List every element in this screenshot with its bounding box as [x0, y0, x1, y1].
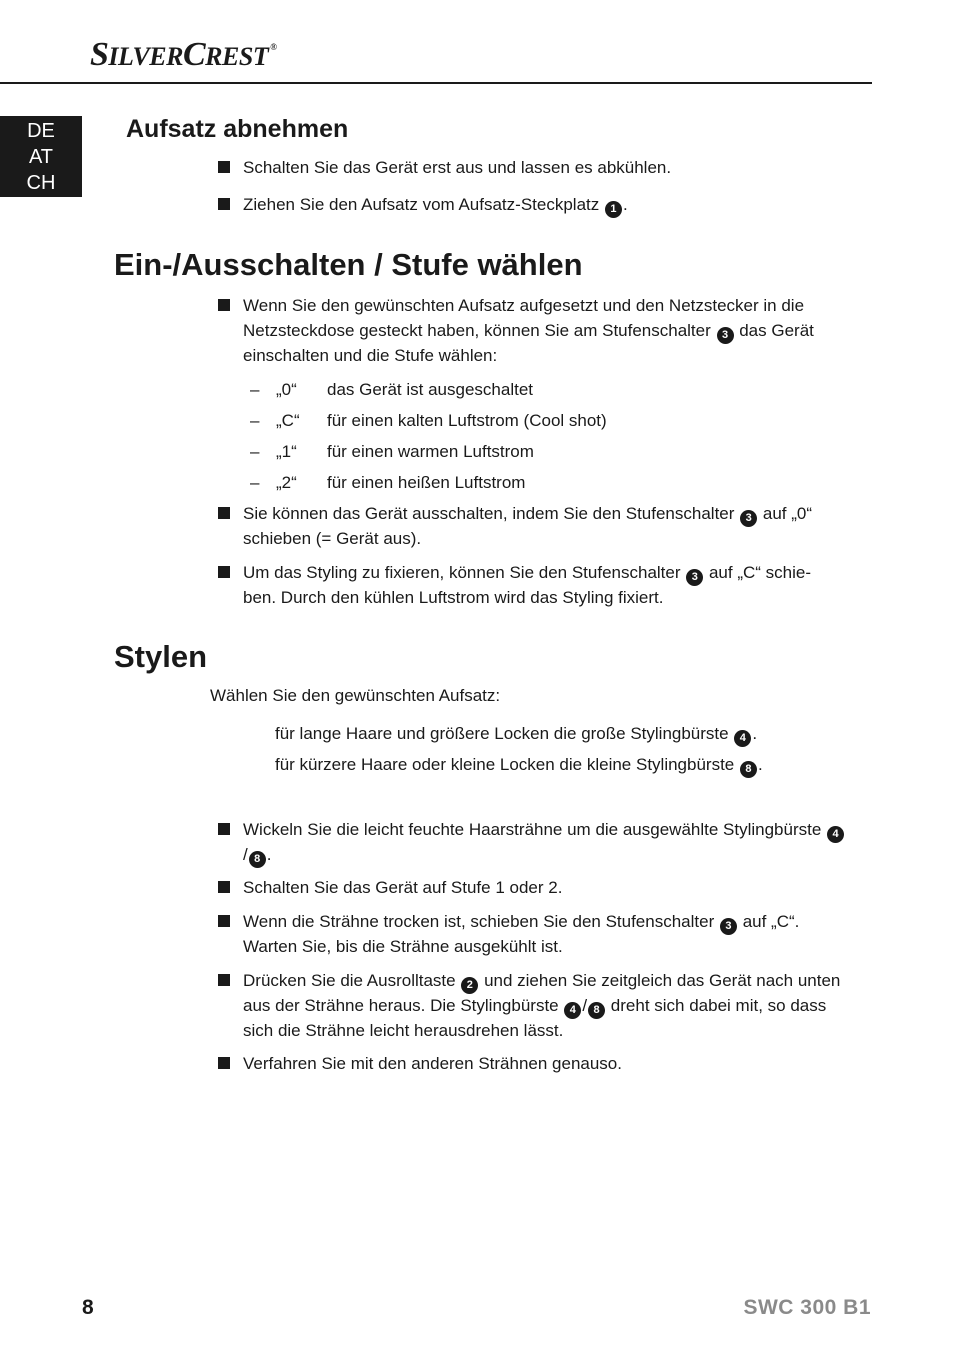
brand-logo: SILVERCREST ®: [90, 36, 277, 73]
callout-number-icon: 4: [564, 1002, 581, 1019]
level-row: – „C“ für einen kalten Luftstrom (Cool shot): [250, 411, 607, 430]
callout-number-icon: 3: [717, 327, 734, 344]
bullet-square-icon: [218, 881, 230, 893]
callout-number-icon: 4: [827, 826, 844, 843]
attachment-option: für kürzere Haare oder kleine Locken die kleine Stylingbürste 8 .: [275, 753, 763, 778]
bullet-item: Sie können das Gerät ausschalten, indem Sie den Stufenschalter 3 auf „0“ schieben (= Gerät aus).: [218, 502, 843, 552]
callout-number-icon: 2: [461, 977, 478, 994]
styling-intro: Wählen Sie den gewünschten Aufsatz:: [210, 686, 501, 705]
bullet-square-icon: [218, 974, 230, 986]
bullet-square-icon: [218, 1057, 230, 1069]
bullet-item: Wenn Sie den gewünschten Aufsatz aufgesetzt und den Netzstecker in die Netzsteckdose gesteckt haben, können Sie am Stufenschalter 3 das Gerät einschalten und die Stufe wählen:: [218, 294, 843, 368]
bullet-square-icon: [218, 915, 230, 927]
callout-number-icon: 3: [720, 918, 737, 935]
callout-number-icon: 8: [740, 761, 757, 778]
bullet-item: Um das Styling zu fixieren, können Sie den Stufenschalter 3 auf „C“ schie-ben. Durch den kühlen Luftstrom wird das Styling fixiert.: [218, 561, 843, 611]
level-row: – „0“ das Gerät ist ausgeschaltet: [250, 380, 534, 399]
model-number: SWC 300 B1: [743, 1296, 871, 1319]
level-row: – „2“ für einen heißen Luftstrom: [250, 473, 526, 492]
level-row: – „1“ für einen warmen Luftstrom: [250, 442, 534, 461]
bullet-item: Wenn die Strähne trocken ist, schieben Sie den Stufenschalter 3 auf „C“. Warten Sie, bis die Strähne ausgekühlt ist.: [218, 910, 843, 960]
callout-number-icon: 1: [605, 201, 622, 218]
page-number: 8: [82, 1296, 94, 1319]
heading-switch-level: Ein-/Ausschalten / Stufe wählen: [114, 247, 583, 282]
bullet-item: Ziehen Sie den Aufsatz vom Aufsatz-Steckplatz 1 .: [218, 193, 843, 218]
callout-number-icon: 3: [686, 569, 703, 586]
language-tab: [0, 116, 82, 197]
heading-styling: Stylen: [114, 639, 208, 674]
callout-number-icon: 4: [734, 730, 751, 747]
bullet-item: Verfahren Sie mit den anderen Strähnen genauso.: [218, 1052, 843, 1077]
header-rule: [0, 82, 872, 84]
lang-de: DE: [27, 119, 55, 142]
bullet-item: Schalten Sie das Gerät auf Stufe 1 oder 2.: [218, 876, 843, 901]
lang-at: AT: [28, 145, 54, 168]
bullet-square-icon: [218, 507, 230, 519]
heading-remove-attachment: Aufsatz abnehmen: [126, 115, 349, 143]
bullet-item: Wickeln Sie die leicht feuchte Haarsträhne um die ausgewählte Stylingbürste 4/ 8 .: [218, 818, 848, 868]
bullet-square-icon: [218, 299, 230, 311]
bullet-square-icon: [218, 161, 230, 173]
attachment-option: für lange Haare und größere Locken die große Stylingbürste 4 .: [275, 722, 757, 747]
callout-number-icon: 3: [740, 510, 757, 527]
bullet-item: Drücken Sie die Ausrolltaste 2 und ziehen Sie zeitgleich das Gerät nach unten aus der Strähne heraus. Die Stylingbürste 4 / 8 dreht sich dabei mit, so dass sich die Strähne leicht herausdrehen lässt.: [218, 969, 843, 1044]
callout-number-icon: 8: [249, 851, 266, 868]
lang-ch: CH: [26, 171, 56, 194]
bullet-square-icon: [218, 566, 230, 578]
bullet-square-icon: [218, 198, 230, 210]
bullet-item: Schalten Sie das Gerät erst aus und lassen es abkühlen.: [218, 156, 843, 181]
callout-number-icon: 8: [588, 1002, 605, 1019]
bullet-square-icon: [218, 823, 230, 835]
